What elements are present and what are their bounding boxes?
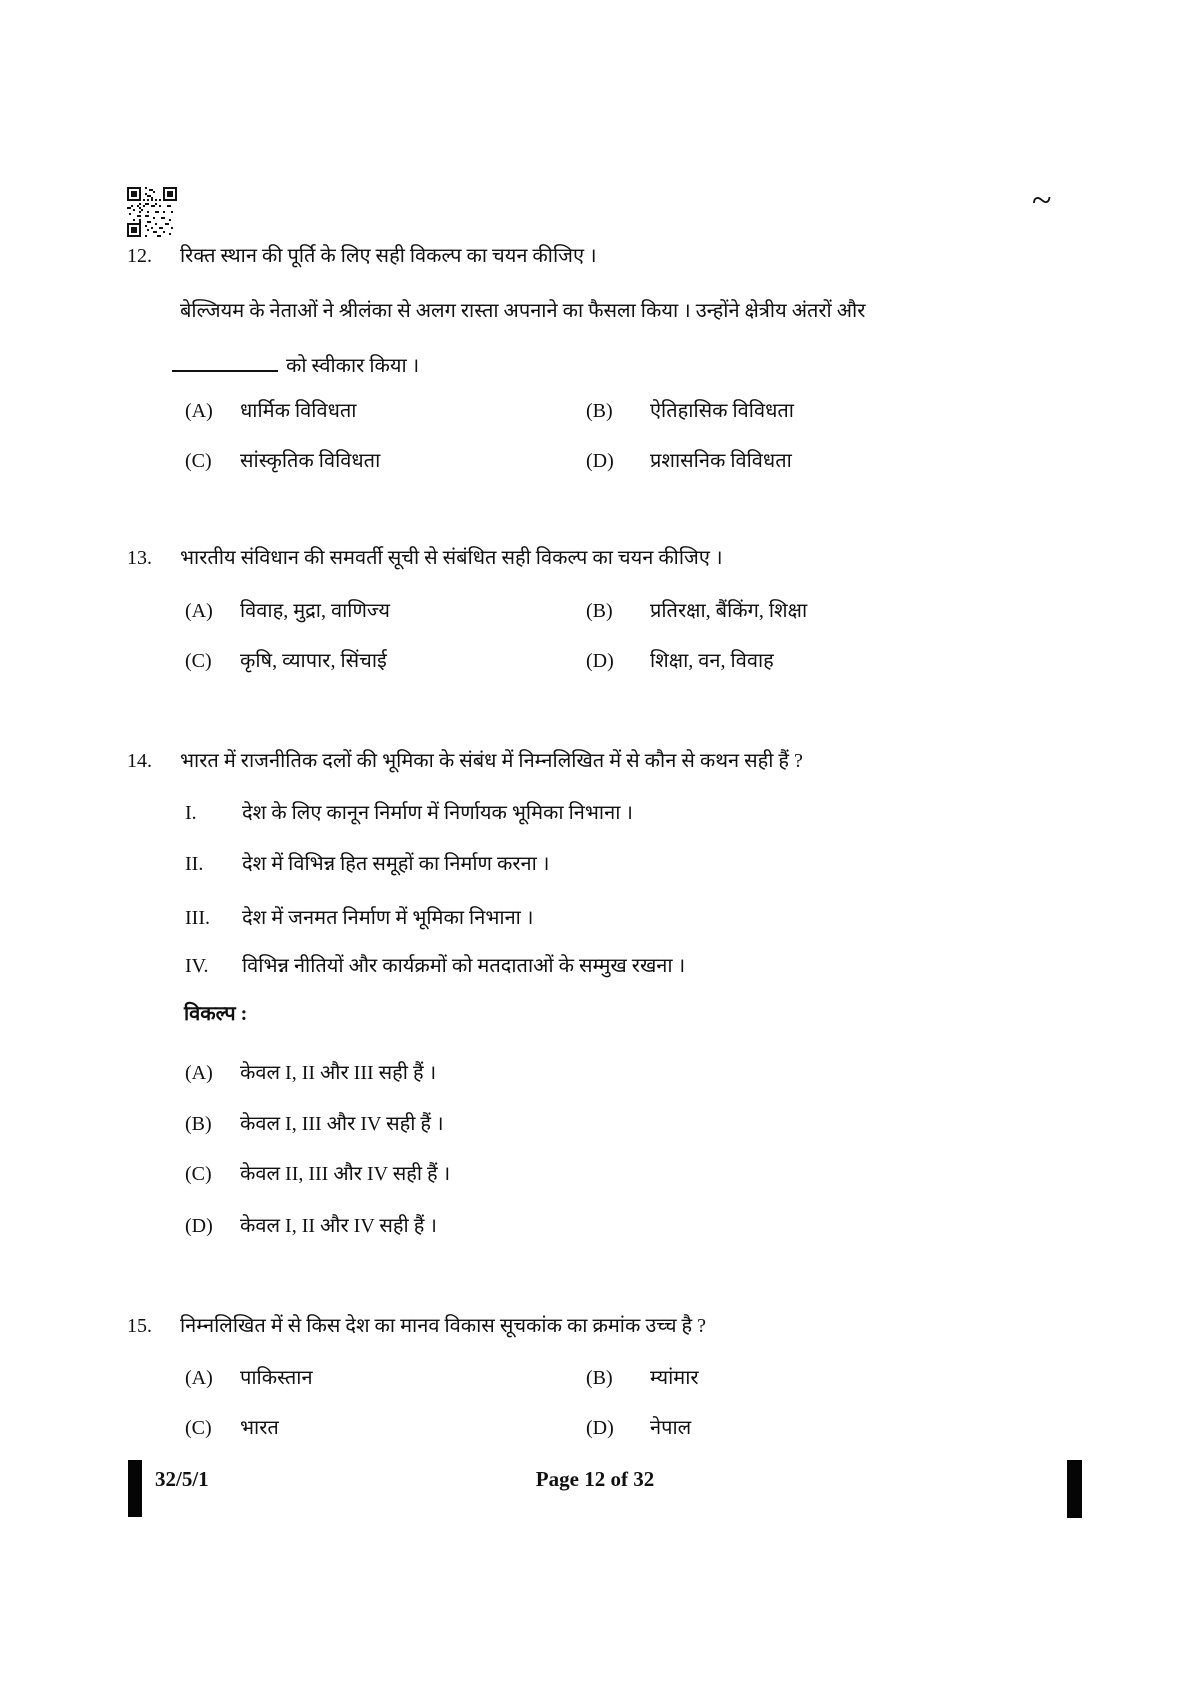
option-text: केवल I, II और III सही हैं ।	[240, 1062, 437, 1084]
statement-label: I.	[185, 802, 197, 824]
option-label: (A)	[185, 1367, 213, 1389]
option-text: प्रतिरक्षा, बैंकिंग, शिक्षा	[650, 600, 808, 622]
option-label: (D)	[586, 1417, 614, 1439]
option-b	[586, 596, 807, 626]
option-label: (D)	[586, 650, 614, 672]
option-text: कृषि, व्यापार, सिंचाई	[240, 650, 387, 672]
option-label: (B)	[586, 400, 613, 422]
option-label: (C)	[185, 450, 212, 472]
tilde-mark: ~	[1032, 180, 1052, 220]
question-13-title-row	[127, 543, 1130, 573]
option-label: (D)	[586, 450, 614, 472]
statement-text: देश में जनमत निर्माण में भूमिका निभाना ।	[242, 907, 534, 929]
question-14-statement-2	[185, 849, 1130, 879]
question-number: 14.	[127, 750, 152, 772]
option-text: शिक्षा, वन, विवाह	[650, 650, 774, 672]
question-title: भारतीय संविधान की समवर्ती सूची से संबंधित सही विकल्प का चयन कीजिए ।	[180, 547, 723, 569]
option-text: विवाह, मुद्रा, वाणिज्य	[240, 600, 390, 622]
option-text: नेपाल	[650, 1417, 692, 1439]
option-d	[586, 1413, 691, 1443]
option-text: केवल I, II और IV सही हैं ।	[240, 1215, 437, 1237]
option-text: पाकिस्तान	[240, 1367, 313, 1389]
statement-label: II.	[185, 853, 204, 875]
option-label: (B)	[185, 1113, 212, 1135]
question-14-option-a	[185, 1058, 1130, 1088]
question-14-title-row	[127, 746, 1130, 776]
question-number: 15.	[127, 1315, 152, 1337]
question-14-statement-4	[185, 951, 1130, 981]
option-text: प्रशासनिक विविधता	[650, 450, 792, 472]
question-number: 12.	[127, 245, 152, 267]
option-text: धार्मिक विविधता	[240, 400, 357, 422]
option-text: केवल II, III और IV सही हैं ।	[240, 1163, 451, 1185]
question-12-options-row-2	[185, 446, 1130, 476]
statement-text: विभिन्न नीतियों और कार्यक्रमों को मतदाताओं के सम्मुख रखना ।	[242, 955, 686, 977]
question-14-options-heading: विकल्प :	[184, 1003, 248, 1025]
question-12-title-row	[127, 241, 1130, 271]
footer-right-bar	[1067, 1460, 1082, 1518]
question-14-statement-3	[185, 903, 1130, 933]
option-label: (B)	[586, 600, 613, 622]
statement-label: IV.	[185, 955, 209, 977]
question-15-options-row-2	[185, 1413, 1130, 1443]
option-label: (C)	[185, 650, 212, 672]
question-13-options-row-1	[185, 596, 1130, 626]
option-label: (C)	[185, 1417, 212, 1439]
page-number: Page 12 of 32	[535, 1467, 655, 1491]
qr-code-icon	[127, 187, 177, 237]
option-text: म्यांमार	[650, 1367, 699, 1389]
question-12-blank-row	[172, 351, 419, 381]
question-13-options-row-2	[185, 646, 1130, 676]
option-label: (A)	[185, 600, 213, 622]
question-number: 13.	[127, 547, 152, 569]
question-14-option-b	[185, 1109, 1130, 1139]
question-15-title-row	[127, 1311, 1130, 1341]
question-12-options-row-1	[185, 396, 1130, 426]
option-d	[586, 646, 774, 676]
statement-text: देश के लिए कानून निर्माण में निर्णायक भूमिका निभाना ।	[242, 802, 633, 824]
question-14-statement-1	[185, 798, 1130, 828]
question-14-option-d	[185, 1211, 1130, 1241]
blank-suffix-text: को स्वीकार किया ।	[286, 355, 420, 377]
option-text: सांस्कृतिक विविधता	[240, 450, 381, 472]
option-label: (A)	[185, 400, 213, 422]
question-12-context: बेल्जियम के नेताओं ने श्रीलंका से अलग रास्ता अपनाने का फैसला किया । उन्होंने क्षेत्रीय अंतरों और	[180, 300, 866, 322]
option-label: (A)	[185, 1062, 213, 1084]
statement-text: देश में विभिन्न हित समूहों का निर्माण करना ।	[242, 853, 550, 875]
option-text: भारत	[240, 1417, 279, 1439]
option-b	[586, 1363, 699, 1393]
statement-label: III.	[185, 907, 210, 929]
question-14-option-c	[185, 1159, 1130, 1189]
question-title: निम्नलिखित में से किस देश का मानव विकास सूचकांक का क्रमांक उच्च है ?	[180, 1315, 707, 1337]
option-d	[586, 446, 792, 476]
question-title: भारत में राजनीतिक दलों की भूमिका के संबंध में निम्नलिखित में से कौन से कथन सही हैं ?	[180, 750, 803, 772]
question-15-options-row-1	[185, 1363, 1130, 1393]
fill-in-blank-line	[172, 351, 278, 372]
option-label: (C)	[185, 1163, 212, 1185]
option-text: ऐतिहासिक विविधता	[650, 400, 794, 422]
question-title: रिक्त स्थान की पूर्ति के लिए सही विकल्प का चयन कीजिए ।	[180, 245, 597, 267]
option-text: केवल I, III और IV सही हैं ।	[240, 1113, 444, 1135]
option-label: (D)	[185, 1215, 213, 1237]
option-label: (B)	[586, 1367, 613, 1389]
option-b	[586, 396, 794, 426]
paper-code: 32/5/1	[155, 1467, 209, 1491]
